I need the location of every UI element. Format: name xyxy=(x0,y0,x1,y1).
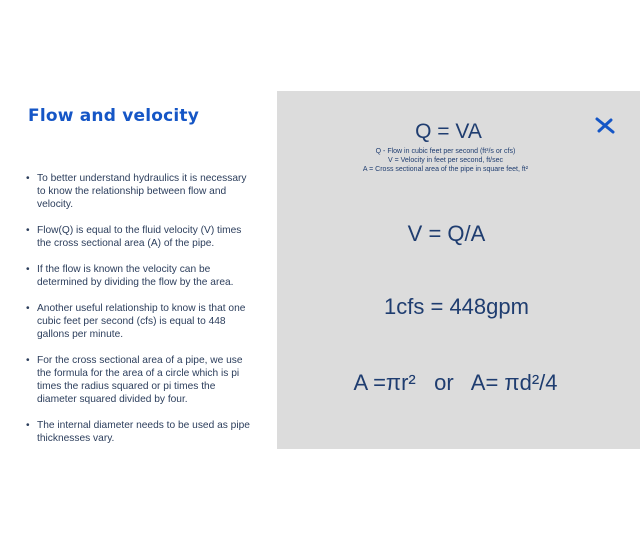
formula-cfs-gpm: 1cfs = 448gpm xyxy=(384,294,529,319)
formula-velocity: V = Q/A xyxy=(407,221,486,246)
bullet-item: • If the flow is known the velocity can be determined by dividing the flow by the area. xyxy=(26,263,256,289)
legend-line-a: A = Cross sectional area of the pipe in square feet, ft² xyxy=(362,166,529,173)
legend-line-q: Q - Flow in cubic feet per second (ft³/s or cfs) xyxy=(375,148,516,155)
bullet-item: • The internal diameter needs to be used as pipe thicknesses vary. xyxy=(26,419,256,445)
bullet-item: • Flow(Q) is equal to the fluid velocity (V) times the cross sectional area (A) of the pipe. xyxy=(26,224,256,250)
formula-panel xyxy=(277,91,640,449)
bullet-item: • To better understand hydraulics it is necessary to know the relationship between flow and velocity. xyxy=(26,172,256,211)
formula-flow: Q = VA xyxy=(415,120,482,143)
brand-logo-icon xyxy=(595,116,615,134)
bullet-list xyxy=(26,172,256,458)
formula-area: A =πr² or A= πd²/4 xyxy=(353,370,558,395)
formula-legend xyxy=(264,147,627,174)
bullet-item: • For the cross sectional area of a pipe, we use the formula for the area of a circle which is pi times the radius squared or pi times the diameter squared divided by four. xyxy=(26,354,256,406)
slide-title: Flow and velocity xyxy=(28,106,200,126)
bullet-item: • Another useful relationship to know is that one cubic feet per second (cfs) is equal to 448 gallons per minute. xyxy=(26,302,256,341)
legend-line-v: V = Velocity in feet per second, ft/sec xyxy=(388,157,503,164)
